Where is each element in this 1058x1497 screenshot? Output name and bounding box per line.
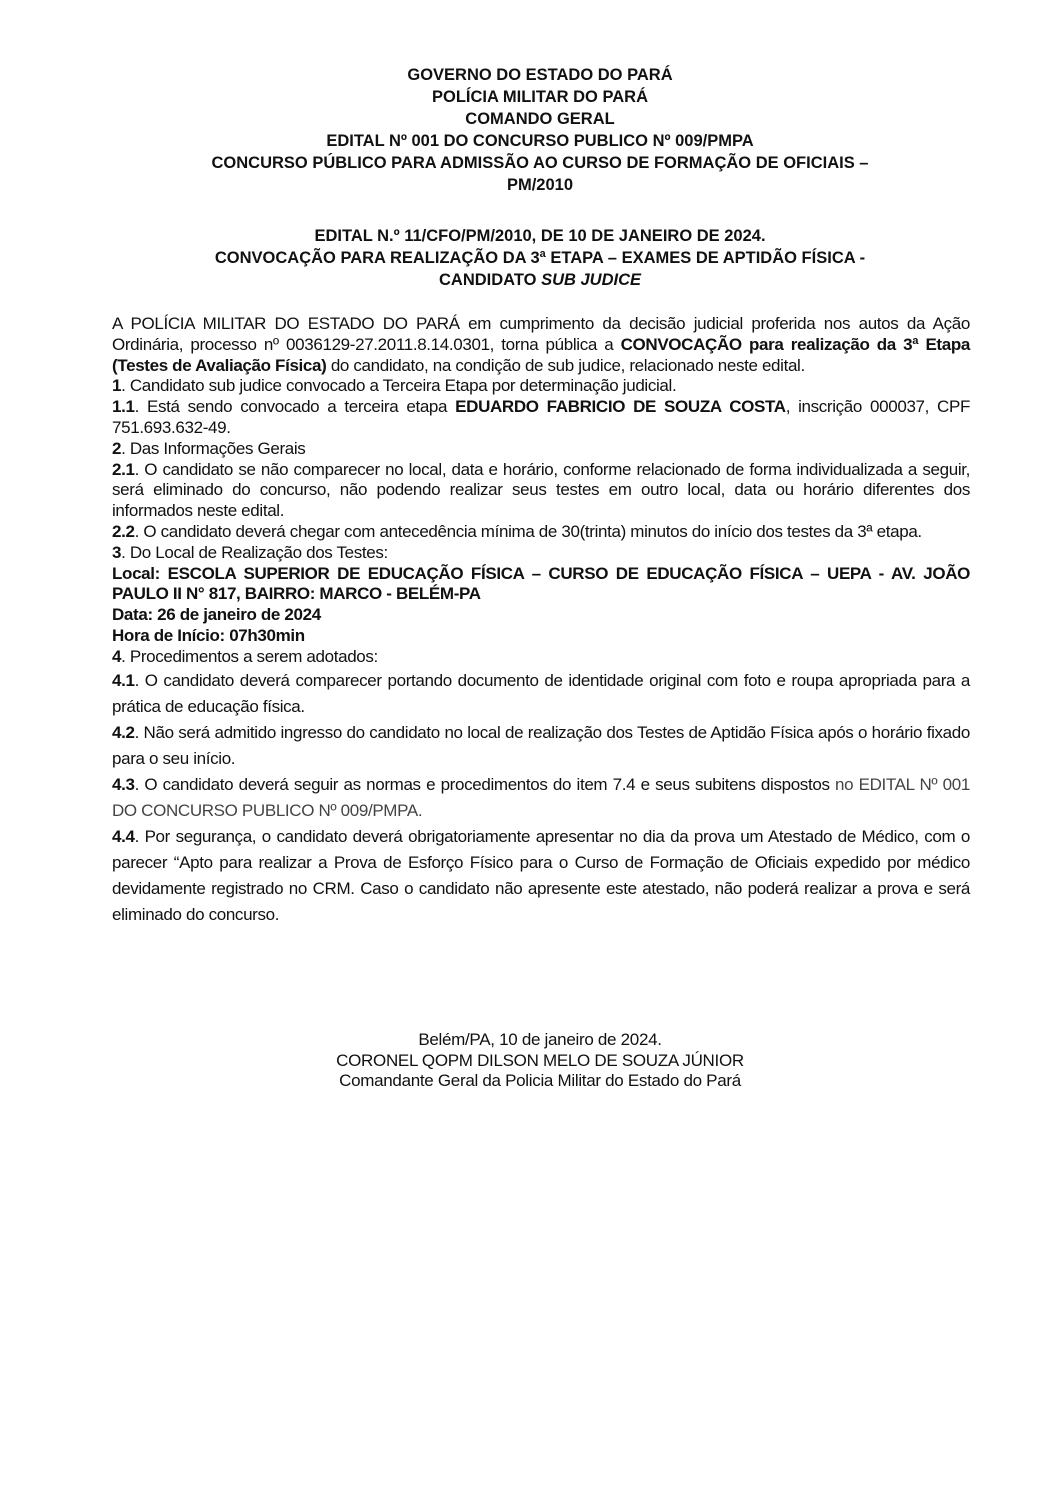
- location-text: Local: ESCOLA SUPERIOR DE EDUCAÇÃO FÍSICA – CURSO DE EDUCAÇÃO FÍSICA – UEPA - AV. JOÃO PAULO II N° 817, BAIRRO: MARCO - BELÉM-PA: [112, 563, 970, 604]
- header-line: CONCURSO PÚBLICO PARA ADMISSÃO AO CURSO DE FORMAÇÃO DE OFICIAIS –: [211, 154, 869, 172]
- document-header: [100, 64, 980, 196]
- place-date: Belém/PA, 10 de janeiro de 2024.: [418, 1030, 662, 1049]
- edital-subject: CONVOCAÇÃO PARA REALIZAÇÃO DA 3ª ETAPA – EXAMES DE APTIDÃO FÍSICA -: [214, 249, 866, 267]
- test-date: [112, 605, 970, 626]
- sub-judice-label: SUB JUDICE: [541, 271, 641, 289]
- item-number: 4.2: [112, 722, 135, 742]
- time-text: Hora de Início: 07h30min: [112, 625, 305, 645]
- item-number: 4: [112, 646, 122, 666]
- item-2: [112, 439, 970, 460]
- item-number: 4.1: [112, 670, 135, 690]
- item-text: . O candidato deverá chegar com antecedência mínima de 30(trinta) minutos do início dos testes da 3ª etapa.: [134, 521, 922, 541]
- item-number: 1.1: [112, 397, 135, 417]
- intro-text-end: do candidato, na condição de sub judice, relacionado neste edital.: [326, 355, 805, 375]
- signatory-name: CORONEL QOPM DILSON MELO DE SOUZA JÚNIOR: [336, 1050, 744, 1070]
- intro-bold: CONVOCAÇÃO para realização da 3ª Etapa (Testes de Avaliação Física): [112, 334, 970, 375]
- item-text: . O candidato deverá seguir as normas e procedimentos do item 7.4 e seus subitens dispostos: [134, 774, 835, 794]
- item-number: 2.1: [112, 459, 135, 479]
- item-number: 4.4: [112, 826, 135, 846]
- signatory-role: Comandante Geral da Policia Militar do Estado do Pará: [339, 1071, 741, 1090]
- item-4-3: [112, 772, 970, 824]
- edital-subject-2: [100, 269, 980, 291]
- item-4-4: [112, 824, 970, 928]
- item-text: . O candidato deverá comparecer portando documento de identidade original com foto e roupa apropriada para a prática de educação física.: [112, 670, 970, 716]
- test-start-time: [112, 626, 970, 647]
- item-text: . Do Local de Realização dos Testes:: [121, 542, 388, 562]
- item-4-2: [112, 720, 970, 772]
- edital-number: EDITAL N.º 11/CFO/PM/2010, DE 10 DE JANEIRO DE 2024.: [314, 227, 766, 245]
- item-1-1: [112, 397, 970, 439]
- item-number: 3: [112, 542, 122, 562]
- date-text: Data: 26 de janeiro de 2024: [112, 605, 321, 625]
- item-text: , inscrição 000037, CPF 751.693.632-49.: [112, 397, 971, 437]
- item-text: . Não será admitido ingresso do candidato no local de realização dos Testes de Aptidão Física após o horário fixado para o seu início.: [112, 722, 970, 768]
- item-text: . Procedimentos a serem adotados:: [121, 646, 378, 666]
- item-number: 4.3: [112, 774, 135, 794]
- document-body: [112, 314, 970, 928]
- item-number: 1: [112, 376, 122, 396]
- candidate-name: EDUARDO FABRICIO DE SOUZA COSTA: [455, 397, 786, 417]
- candidate-label: CANDIDATO: [439, 271, 542, 289]
- item-text: . Candidato sub judice convocado a Terceira Etapa por determinação judicial.: [121, 376, 677, 396]
- header-line: POLÍCIA MILITAR DO PARÁ: [431, 88, 648, 106]
- item-reference: no EDITAL Nº 001 DO CONCURSO PUBLICO Nº 009/PMPA.: [112, 774, 970, 820]
- item-1: [112, 376, 970, 397]
- signature-block: [100, 1030, 980, 1092]
- header-line: PM/2010: [506, 176, 574, 194]
- edital-title: [100, 225, 980, 291]
- intro-paragraph: [112, 314, 970, 376]
- item-2-1: [112, 460, 970, 522]
- item-4-1: [112, 668, 970, 720]
- item-text: . Por segurança, o candidato deverá obrigatoriamente apresentar no dia da prova um Atestado de Médico, com o parecer “Apto para realizar a Prova de Esforço Físico para o Curso de Formação de Oficiais expedido por médico devidamente registrado no CRM. Caso o candidato não apresente este atestado, não poderá realizar a prova e será eliminado do concurso.: [112, 826, 970, 924]
- item-number: 2.2: [112, 521, 135, 541]
- item-number: 2: [112, 438, 122, 458]
- header-line: GOVERNO DO ESTADO DO PARÁ: [407, 66, 673, 84]
- item-text: . O candidato se não comparecer no local, data e horário, conforme relacionado de forma individualizada a seguir, será eliminado do concurso, não podendo realizar seus testes em outro local, data ou horário diferentes dos informados neste edital.: [112, 459, 970, 521]
- test-location: [112, 564, 970, 606]
- procedures-section: [112, 668, 970, 928]
- item-text: . Está sendo convocado a terceira etapa: [134, 397, 456, 417]
- intro-text: A POLÍCIA MILITAR DO ESTADO DO PARÁ em cumprimento da decisão judicial proferida nos autos da Ação Ordinária, processo nº 0036129-27.2011.8.14.0301, torna pública a: [112, 314, 970, 354]
- header-line: EDITAL Nº 001 DO CONCURSO PUBLICO Nº 009/PMPA: [326, 132, 754, 150]
- item-3: [112, 543, 970, 564]
- header-line: COMANDO GERAL: [465, 110, 615, 128]
- item-4: [112, 647, 970, 668]
- item-2-2: [112, 522, 970, 543]
- item-text: . Das Informações Gerais: [121, 438, 306, 458]
